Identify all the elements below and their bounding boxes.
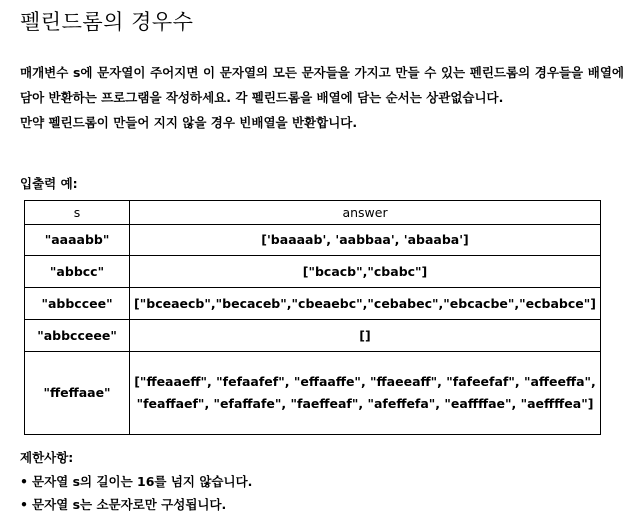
constraints-list: [20, 470, 252, 516]
table-row: [25, 320, 601, 352]
cell-s: "abbccee": [25, 288, 130, 320]
constraints-title: 제한사항:: [20, 450, 74, 465]
cell-s: "ffeffaae": [25, 352, 130, 435]
cell-answer: []: [130, 320, 601, 352]
io-example-table: [24, 200, 601, 435]
column-header-answer: answer: [130, 201, 601, 225]
problem-description: [20, 60, 624, 135]
list-item: • 문자열 s의 길이는 16를 넘지 않습니다.: [20, 470, 252, 493]
cell-s: "abbcceee": [25, 320, 130, 352]
cell-answer: ["ffeaaeff", "fefaafef", "effaaffe", "ffaeeaff", "fafeefaf", "affeeffa", "feaffaef", "efaffafe", "faeffeaf", "afeffefa", "eaffffae", "aeffffea"]: [130, 352, 601, 435]
description-paragraph-2: 만약 펠린드롬이 만들어 지지 않을 경우 빈배열을 반환합니다.: [20, 115, 358, 130]
page-title: 펠린드롬의 경우수: [20, 10, 194, 34]
cell-s: "aaaabb": [25, 225, 130, 256]
table-header-row: [25, 201, 601, 225]
description-paragraph-1: 매개변수 s에 문자열이 주어지면 이 문자열의 모든 문자들을 가지고 만들 수 있는 펜린드롬의 경우들을 배열에 담아 반환하는 프로그램을 작성하세요. 각 펠린드롬을 배열에 담는 순서는 상관없습니다.: [20, 65, 624, 105]
column-header-s: s: [25, 201, 130, 225]
table-row: [25, 288, 601, 320]
table-row: [25, 352, 601, 435]
cell-answer: ["bcacb","cbabc"]: [130, 256, 601, 288]
cell-s: "abbcc": [25, 256, 130, 288]
table-row: [25, 256, 601, 288]
table-row: [25, 225, 601, 256]
io-example-title: 입출력 예:: [20, 176, 78, 191]
list-item: • 문자열 s는 소문자로만 구성됩니다.: [20, 493, 252, 516]
cell-answer: ["bceaecb","becaceb","cbeaebc","cebabec","ebcacbe","ecbabce"]: [130, 288, 601, 320]
cell-answer: ['baaaab', 'aabbaa', 'abaaba']: [130, 225, 601, 256]
